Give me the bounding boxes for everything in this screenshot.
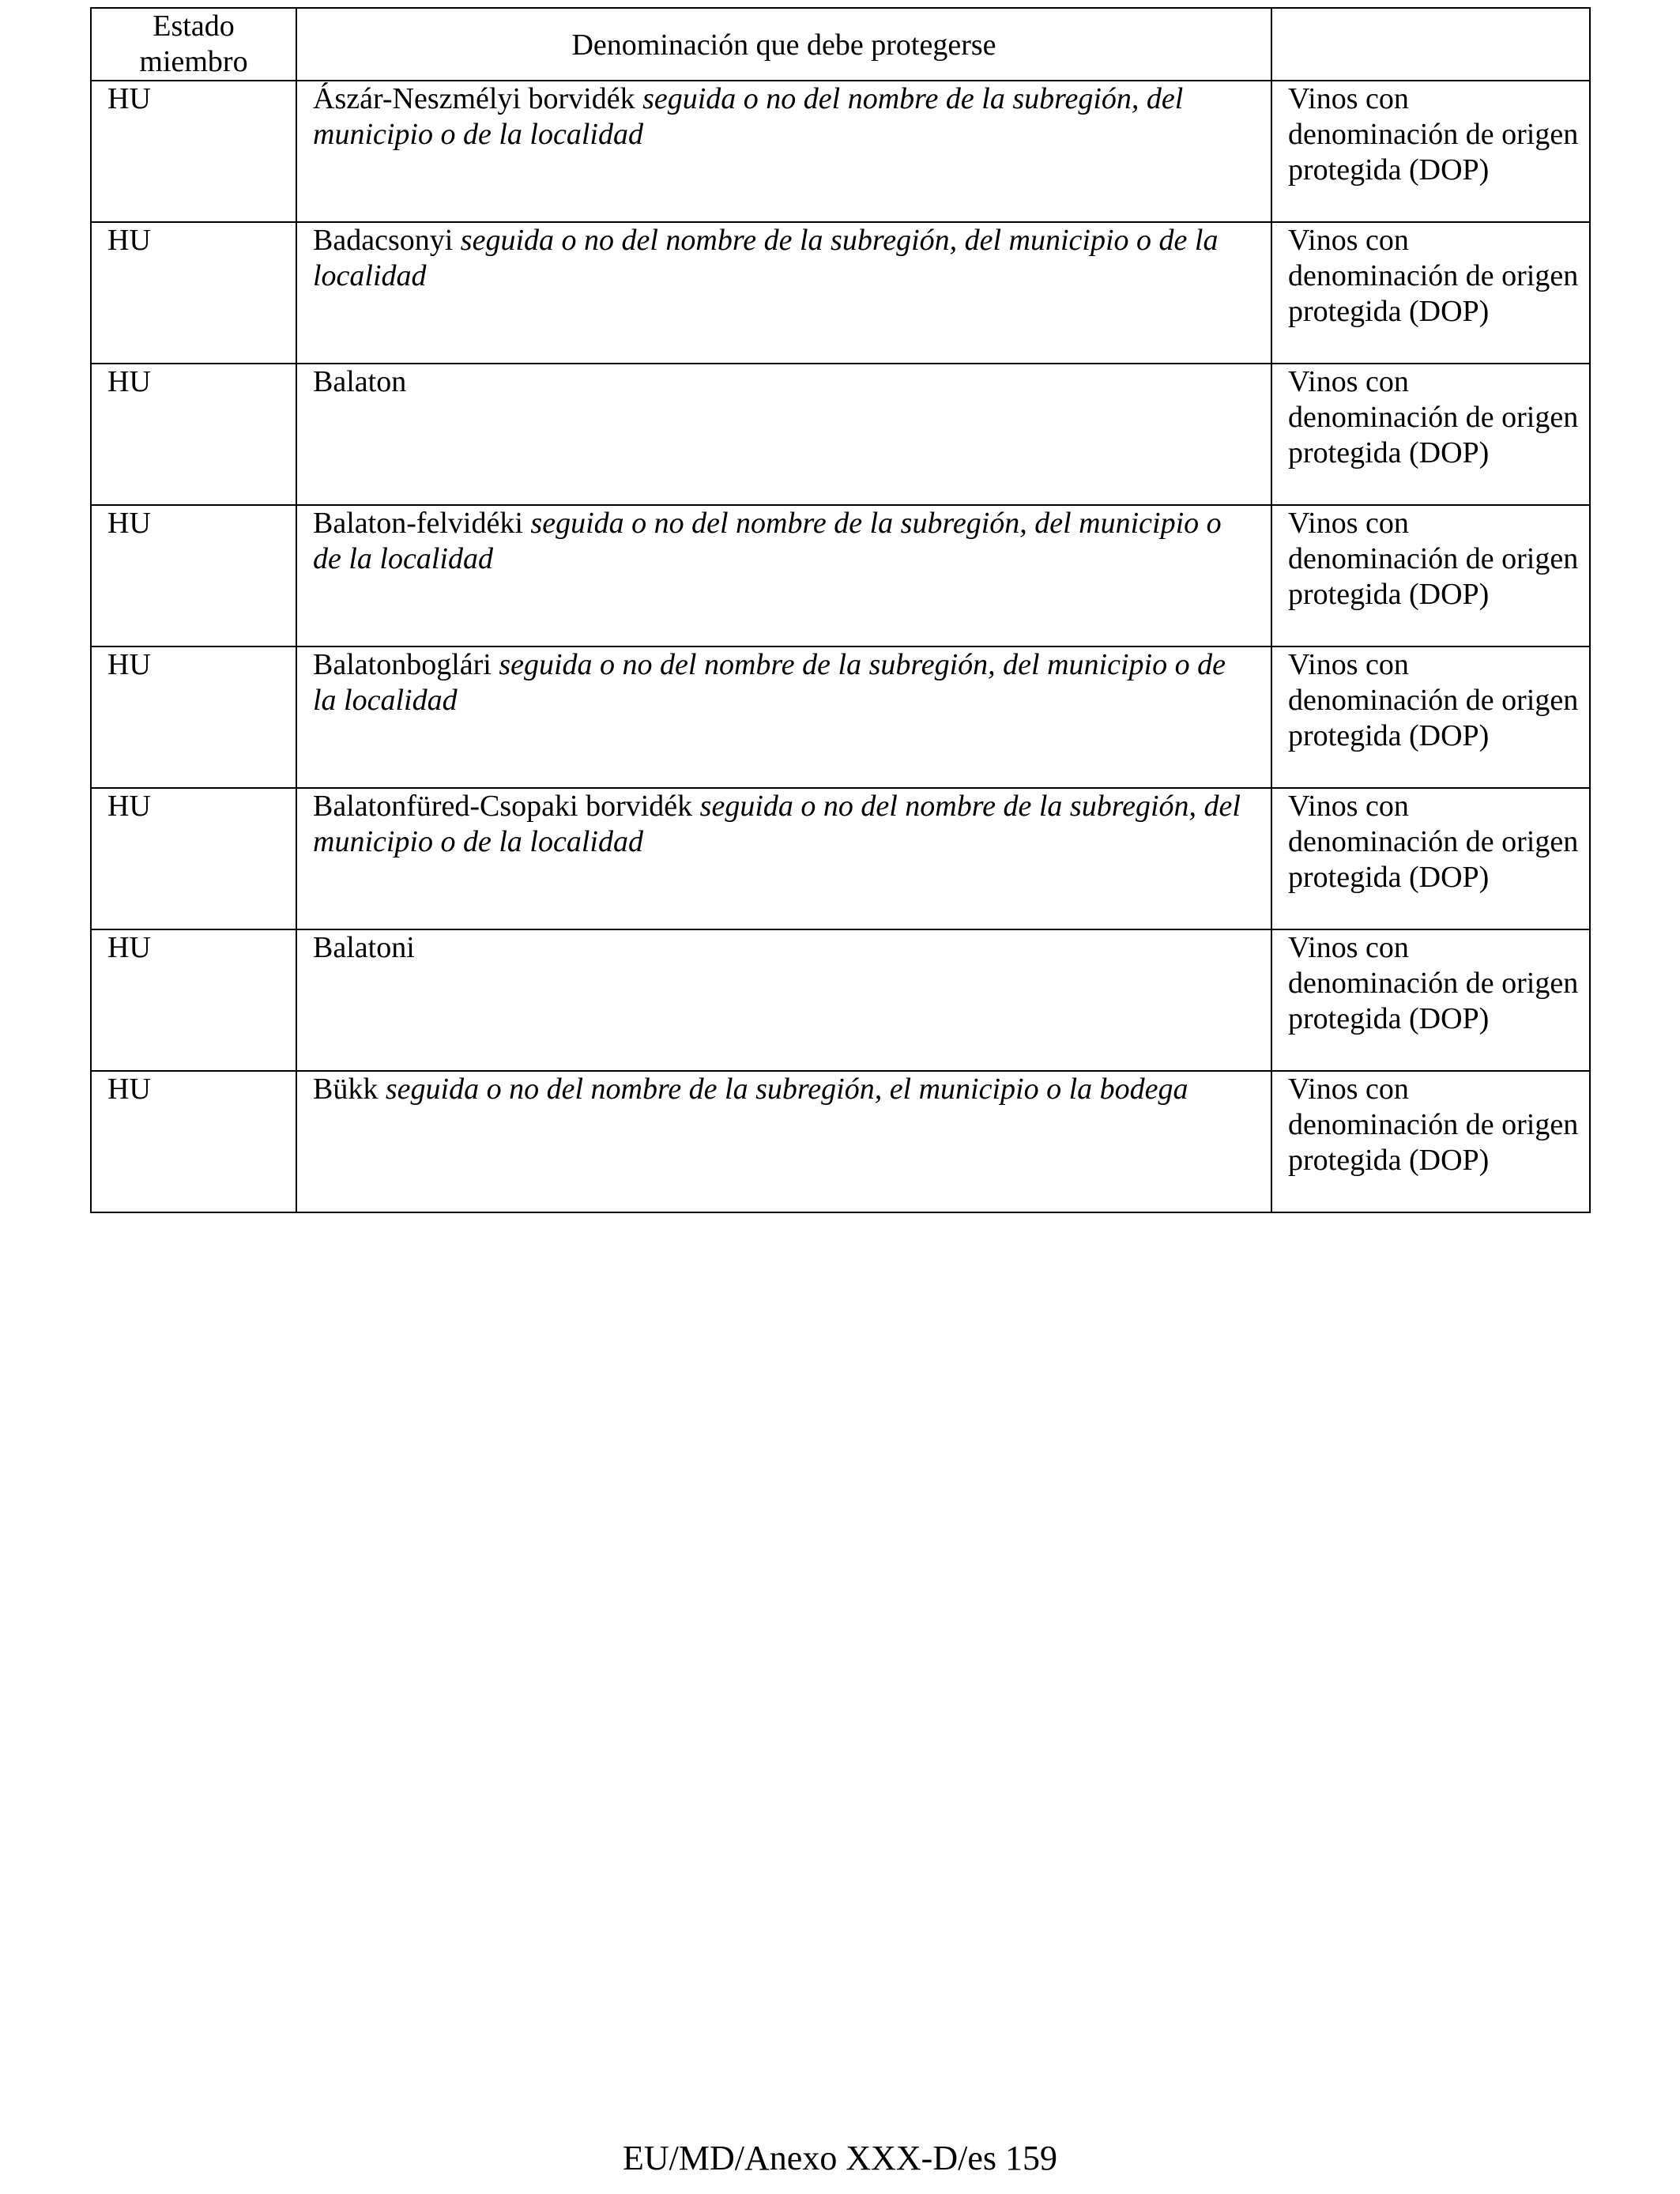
cell-denomination — [296, 647, 1271, 788]
denomination-name: Balatoni — [313, 931, 415, 964]
cell-product-category: Vinos con denominación de origen protegida (DOP) — [1271, 788, 1590, 929]
table-row — [91, 929, 1590, 1071]
denominations-table — [90, 7, 1591, 1213]
denomination-qualifier: seguida o no del nombre de la subregión, del municipio o de la localidad — [313, 648, 1226, 717]
cell-member-state: HU — [91, 929, 296, 1071]
denomination-name: Balatonfüred-Csopaki borvidék — [313, 790, 693, 823]
denomination-qualifier: seguida o no del nombre de la subregión, del municipio o de la localidad — [313, 224, 1219, 292]
cell-member-state: HU — [91, 505, 296, 647]
cell-member-state: HU — [91, 647, 296, 788]
header-state: Estado miembro — [91, 8, 296, 81]
denomination-name: Balaton-felvidéki — [313, 507, 523, 540]
table-row — [91, 1071, 1590, 1212]
cell-denomination — [296, 81, 1271, 222]
cell-product-category: Vinos con denominación de origen protegida (DOP) — [1271, 364, 1590, 505]
denomination-qualifier: seguida o no del nombre de la subregión, del municipio o de la localidad — [313, 790, 1241, 858]
denomination-name: Bükk — [313, 1072, 379, 1106]
cell-product-category: Vinos con denominación de origen protegida (DOP) — [1271, 505, 1590, 647]
header-category — [1271, 8, 1590, 81]
denomination-name: Balaton — [313, 365, 407, 398]
cell-member-state: HU — [91, 222, 296, 364]
cell-denomination — [296, 505, 1271, 647]
table-row — [91, 505, 1590, 647]
denomination-qualifier: seguida o no del nombre de la subregión, del municipio o de la localidad — [313, 507, 1222, 575]
denomination-name: Badacsonyi — [313, 224, 454, 257]
cell-denomination — [296, 929, 1271, 1071]
cell-denomination — [296, 1071, 1271, 1212]
cell-product-category: Vinos con denominación de origen protegida (DOP) — [1271, 222, 1590, 364]
cell-denomination — [296, 788, 1271, 929]
cell-product-category: Vinos con denominación de origen protegida (DOP) — [1271, 929, 1590, 1071]
cell-member-state: HU — [91, 81, 296, 222]
table-row — [91, 364, 1590, 505]
table-row — [91, 647, 1590, 788]
denomination-qualifier: seguida o no del nombre de la subregión, el municipio o la bodega — [385, 1072, 1188, 1106]
cell-member-state: HU — [91, 788, 296, 929]
table-row — [91, 222, 1590, 364]
cell-denomination — [296, 364, 1271, 505]
table-header-row — [91, 8, 1590, 81]
cell-product-category: Vinos con denominación de origen protegida (DOP) — [1271, 1071, 1590, 1212]
denomination-qualifier: seguida o no del nombre de la subregión, del municipio o de la localidad — [313, 82, 1184, 151]
table-body — [91, 81, 1590, 1212]
cell-product-category: Vinos con denominación de origen protegida (DOP) — [1271, 647, 1590, 788]
cell-product-category: Vinos con denominación de origen protegida (DOP) — [1271, 81, 1590, 222]
page-footer-reference: EU/MD/Anexo XXX-D/es 159 — [623, 2139, 1057, 2177]
cell-member-state: HU — [91, 1071, 296, 1212]
cell-member-state: HU — [91, 364, 296, 505]
denomination-name: Balatonboglári — [313, 648, 492, 681]
cell-denomination — [296, 222, 1271, 364]
header-denomination: Denominación que debe protegerse — [296, 8, 1271, 81]
table-row — [91, 788, 1590, 929]
denomination-name: Ászár-Neszmélyi borvidék — [313, 82, 635, 115]
table-row — [91, 81, 1590, 222]
